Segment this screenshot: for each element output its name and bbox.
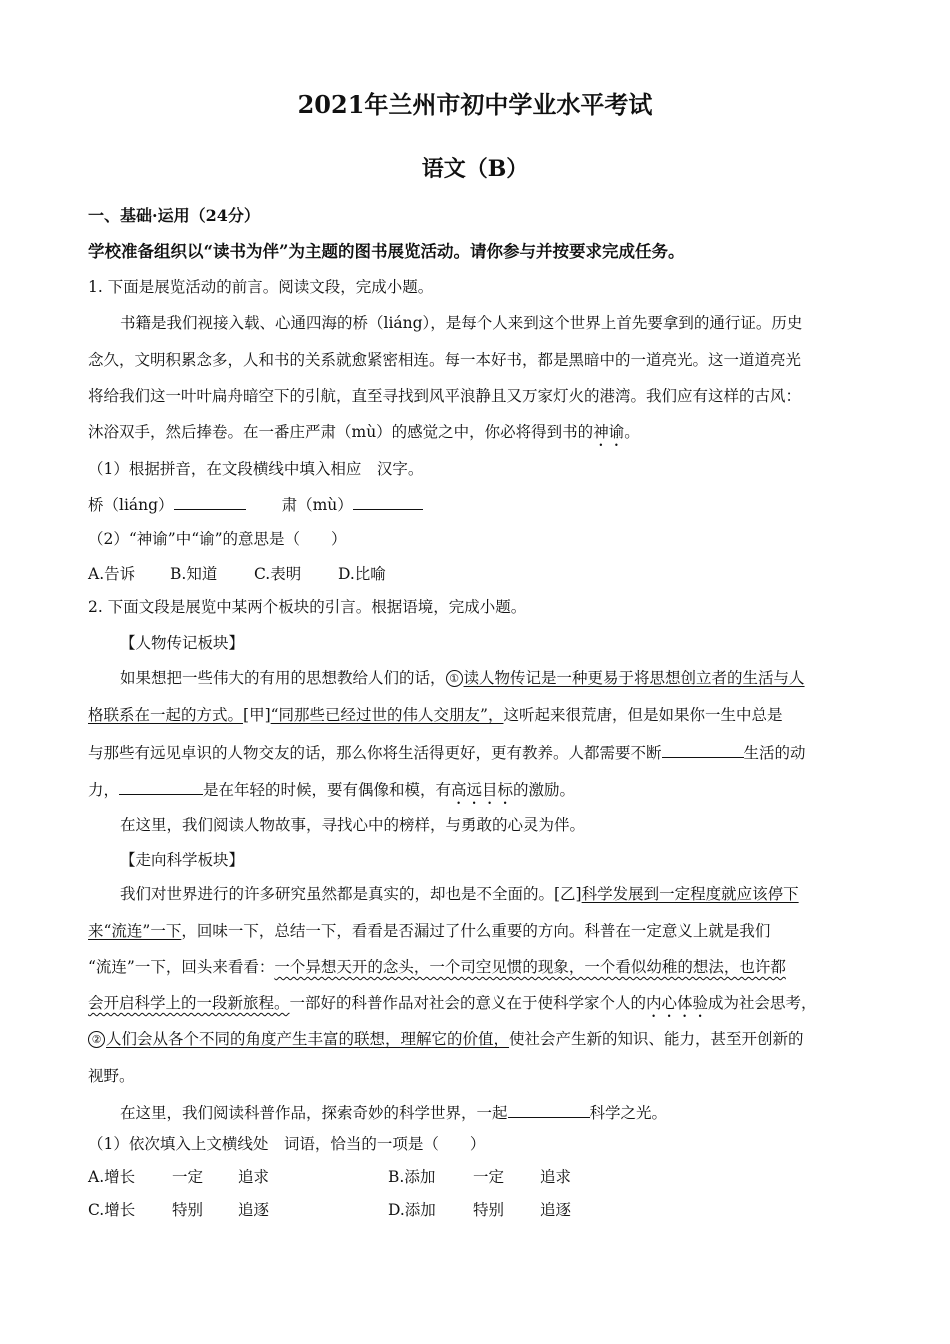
q1-option-c[interactable]: C.表明 xyxy=(254,565,302,583)
q1-sub1: （1）根据拼音，在文段横线中填入相应 汉字。 xyxy=(88,460,424,478)
exam-subtitle: 语文（B） xyxy=(421,156,529,182)
answer-blank[interactable] xyxy=(119,778,203,795)
b1-line: 格联系在一起的方式。[甲]“同那些已经过世的伟人交朋友”，这听起来很荒唐，但是如果你一生中总是 xyxy=(88,706,783,724)
q1-fill-line: 桥（liáng） 肃（mù） xyxy=(88,493,862,515)
b2-line: 我们对世界进行的许多研究虽然都是真实的，却也是不全面的。[乙]科学发展到一定程度就应该停下 xyxy=(120,885,799,903)
underlined-sentence: 读人物传记是一种更易于将思想创立者的生活与人 xyxy=(463,669,805,687)
answer-blank[interactable] xyxy=(508,1101,590,1118)
q1-option-b[interactable]: B.知道 xyxy=(170,565,218,583)
circle-number: ② xyxy=(88,1031,105,1048)
q2-stem: 2. 下面文段是展览中某两个板块的引言。根据语境，完成小题。 xyxy=(88,598,527,616)
b1-line: 力， 是在年轻的时候，要有偶像和模，有高远目标的激励。 xyxy=(88,778,862,808)
answer-blank[interactable] xyxy=(353,493,423,510)
q1-passage-line: 念久，文明积累念多，人和书的关系就愈紧密相连。每一本好书，都是黑暗中的一道亮光。这一道道亮光 xyxy=(88,351,802,369)
b1-line: 与那些有远见卓识的人物交友的话，那么你将生活得更好，更有教养。人都需要不断 生活的动 xyxy=(88,741,862,763)
underlined-sentence: “同那些已经过世的伟人交朋友”， xyxy=(270,706,504,724)
q1-option-a[interactable]: A.告诉 xyxy=(88,565,136,583)
answer-blank[interactable] xyxy=(662,741,744,758)
exam-title: 2021年兰州市初中学业水平考试 xyxy=(297,90,653,119)
b2-line: 来“流连”一下，回味一下，总结一下，看看是否漏过了什么重要的方向。科普在一定意义上就是我们 xyxy=(88,922,771,940)
wavy-sentence: 一个异想天开的念头，一个司空见惯的现象，一个看似幼稚的想法，也许都 xyxy=(274,958,786,976)
underlined-sentence: 人们会从各个不同的角度产生丰富的联想，理解它的价值， xyxy=(106,1030,510,1048)
answer-blank[interactable] xyxy=(174,493,246,510)
b1-line: 如果想把一些伟大的有用的思想教给人们的话， ① 读人物传记是一种更易于将思想创立者的生活与人 xyxy=(120,669,805,687)
q1-sub2: （2）“神谕”中“谕”的意思是（ ） xyxy=(88,530,347,548)
b2-line: ② 人们会从各个不同的角度产生丰富的联想，理解它的价值，使社会产生新的知识、能力，甚至开创新的 xyxy=(88,1029,862,1049)
dotted-term: 神谕 xyxy=(593,423,625,441)
b2-line: 会开启科学上的一段新旅程。一部好的科普作品对社会的意义在于使科学家个人的内心体验成为社会思考， xyxy=(88,994,817,1012)
q1-stem: 1. 下面是展览活动的前言。阅读文段，完成小题。 xyxy=(88,278,434,296)
q1-passage-line: 书籍是我们视接入载、心通四海的桥（liáng），是每个人来到这个世界上首先要拿到的通行证。历史 xyxy=(120,314,803,332)
q1-passage-line: 将给我们这一叶叶扁舟暗空下的引航，直至寻找到风平浪静且又万家灯火的港湾。我们应有这样的古风： xyxy=(88,387,802,405)
q2-sub1: （1）依次填入上文横线处 词语，恰当的一项是（ ） xyxy=(88,1135,486,1153)
b2-line: 视野。 xyxy=(88,1067,135,1085)
exam-page: 2021年兰州市初中学业水平考试 语文（B） 一、基础·运用（24分） 学校准备组织以“读书为伴”为主题的图书展览活动。请你参与并按要求完成任务。 1. 下面是展览活动的前言。阅读文段，完成小题。 书籍是我们视接入载、心通四海的桥（liáng），是每个人来到这个世界上首先要拿到的通行证。历史 念久，文明积累念多，人和书的关系就愈紧密相连。每一本好书，都是黑暗中的一道亮光。这一道道亮光 将给我们这一叶叶扁舟暗空下的引航，直至寻找到风平浪静且又万家灯火的港湾。我们应有这样的古风： 沐浴双手，然后捧卷。在一番庄严肃（mù）的感觉之中，你必将得到书的神谕。 （1）根据拼音，在文段横线中填入相应 汉字。 桥（liáng） 肃（mù） （2）“神谕”中“谕”的意思是（ ） A.告诉 B.知道 C.表明 D.比喻 2. 下面文段是展览中某两个板块的引言。根据语境，完成小题。 【人物传记板块】 如果想把一些伟大的有用的思想教给人们的话， ① 读人物传记是一种更易于将思想创立者的生活与人 格联系在一起的方式。[甲]“同那些已经过世的伟人交朋友”，这听起来很荒唐，但是如果你一生中总是 与那些有远见卓识的人物交友的话，那么你将生活得更好，更有教养。人都需要不断 生活的动 力， 是在年轻的时候，要有偶像和模，有高远目标的激励。 在这里，我们阅读人物故事，寻找心中的榜样，与勇敢的心灵为伴。 【走向科学板块】 我们对世界进行的许多研究虽然都是真实的，却也是不全面的。[乙]科学发展到一定程度就应该停下 来“流连”一下，回味一下，总结一下，看看是否漏过了什么重要的方向。科普在一定意义上就是我们 “流连”一下，回头来看看：一个异想天开的念头，一个司空见惯的现象，一个看似幼稚的想法，也许都 会开启科学上的一段新旅程。一部好的科普作品对社会的意义在于使科学家个人的内心体验成为社会思考， ② 人们会从各个不同的角度产生丰富的联想，理解它的价值，使社会产生新的知识、能力，甚至开创新的 视野。 在这里，我们阅读科普作品，探索奇妙的科学世界，一起 科学之光。 （1）依次填入上文横线处 词语，恰当的一项是（ ） A.增长 一定 追求 B.添加 一定 追求 C.增长 特别 追逐 D.添加 特别 追逐 xyxy=(0,0,950,1344)
circle-number: ① xyxy=(446,670,463,687)
q1-passage-line: 沐浴双手，然后捧卷。在一番庄严肃（mù）的感觉之中，你必将得到书的神谕。 xyxy=(88,423,640,441)
dotted-term: 高远目标 xyxy=(451,781,514,799)
underlined-sentence: 科学发展到一定程度就应该停下 xyxy=(581,885,799,903)
b2-line: “流连”一下，回头来看看：一个异想天开的念头，一个司空见惯的现象，一个看似幼稚的想法，也许都 xyxy=(88,958,786,976)
section-intro: 学校准备组织以“读书为伴”为主题的图书展览活动。请你参与并按要求完成任务。 xyxy=(88,242,685,261)
b1-line: 在这里，我们阅读人物故事，寻找心中的榜样，与勇敢的心灵为伴。 xyxy=(120,816,586,834)
block-title: 【走向科学板块】 xyxy=(120,851,245,869)
block-title: 【人物传记板块】 xyxy=(120,634,245,652)
section-heading: 一、基础·运用（24分） xyxy=(88,206,260,225)
dotted-term: 内心体验 xyxy=(646,994,709,1012)
b2-line: 在这里，我们阅读科普作品，探索奇妙的科学世界，一起 科学之光。 xyxy=(120,1101,862,1123)
q1-option-d[interactable]: D.比喻 xyxy=(338,565,386,583)
